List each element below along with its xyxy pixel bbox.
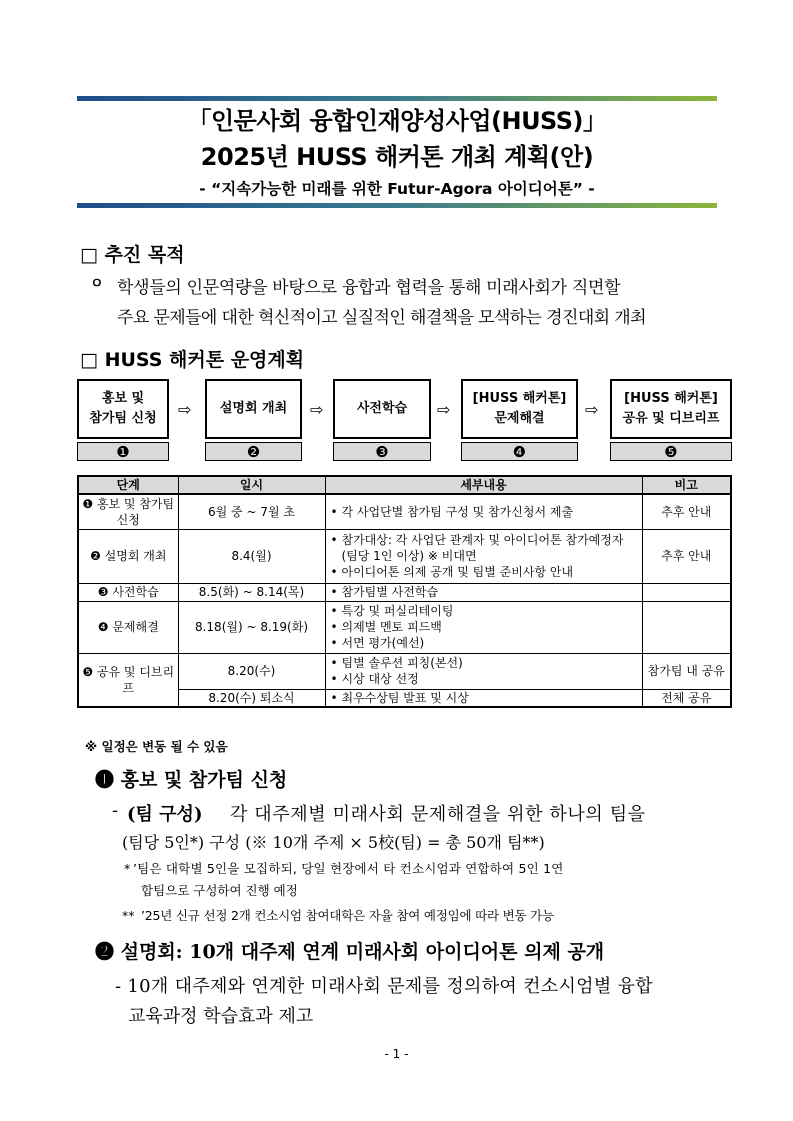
detail-item: • 특강 및 퍼실리테이팅 xyxy=(329,603,639,619)
part1-heading: ❶ 홍보 및 참가팀 신청 xyxy=(95,769,288,791)
detail-item: • 참가팀별 사전학습 xyxy=(329,584,639,600)
flow-arrow-icon: ⇨ xyxy=(178,400,192,419)
document-title-line2: 2025년 HUSS 해커톤 개최 계획(안) xyxy=(200,143,594,171)
purpose-line1: 학생들의 인문역량을 바탕으로 융합과 협력을 통해 미래사회가 직면할 xyxy=(117,278,621,298)
detail-item: • 시상 대상 선정 xyxy=(329,671,639,687)
stage-cell: ❹ 문제해결 xyxy=(78,601,178,653)
detail-item: • 각 사업단별 참가팀 구성 및 참가신청서 제출 xyxy=(329,504,639,520)
flow-arrow-icon: ⇨ xyxy=(437,400,451,419)
flow-box-sharing xyxy=(610,379,732,439)
footnote-2: ’25년 신규 선정 2개 컨소시엄 참여대학은 자율 참여 예정임에 따라 변동 가능 xyxy=(141,908,554,923)
table-header-row xyxy=(78,476,731,494)
flow-box-line: 사전학습 xyxy=(356,400,408,416)
detail-item: • 팀별 솔루션 피칭(본선) xyxy=(329,655,639,671)
flow-arrow-icon: ⇨ xyxy=(585,400,599,419)
flow-box-line: [HUSS 해커톤] xyxy=(472,390,567,406)
table-header: 단계 xyxy=(78,476,178,494)
flow-step-number: ❸ xyxy=(333,442,431,461)
flow-step-number: ❺ xyxy=(610,442,732,461)
flow-step-number: ❹ xyxy=(461,442,578,461)
date-cell: 8.4(월) xyxy=(178,529,325,583)
flow-box-line: 홍보 및 xyxy=(101,390,145,406)
flow-box-line: 문제해결 xyxy=(494,411,545,426)
document-subtitle: - “지속가능한 미래를 위한 Futur-Agora 아이디어톤” - xyxy=(199,180,595,198)
purpose-line2: 주요 문제들에 대한 혁신적이고 실질적인 해결책을 모색하는 경진대회 개최 xyxy=(117,308,646,328)
table-row xyxy=(78,653,731,689)
section-heading-plan: □ HUSS 해커톤 운영계획 xyxy=(80,349,305,371)
team-composition-label: (팀 구성) xyxy=(127,804,203,825)
schedule-table xyxy=(77,475,732,708)
footnote-marker: * xyxy=(124,861,131,876)
flow-box-line: 참가팀 신청 xyxy=(89,411,157,426)
detail-item: • 서면 평가(예선) xyxy=(329,635,639,651)
table-header: 일시 xyxy=(178,476,325,494)
flow-box-line: [HUSS 해커톤] xyxy=(624,390,718,406)
flow-box-prelearning xyxy=(333,379,431,439)
detail-item: • 참가대상: 각 사업단 관계자 및 아이디어톤 참가예정자(팀당 1인 이상) ※ 비대면 xyxy=(329,532,639,564)
flow-step-number: ❷ xyxy=(205,442,302,461)
details-cell xyxy=(325,529,642,583)
schedule-change-note: ※ 일정은 변동 될 수 있음 xyxy=(85,739,228,754)
date-cell: 8.20(수) xyxy=(178,653,325,689)
flow-box-problem-solving xyxy=(461,379,578,439)
title-bottom-rule xyxy=(77,203,717,208)
flow-step-number: ❶ xyxy=(77,442,169,461)
section-heading-purpose: □ 추진 목적 xyxy=(80,244,185,266)
table-header: 비고 xyxy=(642,476,731,494)
stage-cell: ❸ 사전학습 xyxy=(78,583,178,601)
details-cell xyxy=(325,583,642,601)
team-composition-line1: 각 대주제별 미래사회 문제해결을 위한 하나의 팀을 xyxy=(230,804,646,825)
detail-item: • 의제별 멘토 피드백 xyxy=(329,619,639,635)
date-cell: 6월 중 ~ 7월 초 xyxy=(178,494,325,529)
table-row xyxy=(78,601,731,653)
note-cell: 참가팀 내 공유 xyxy=(642,653,731,689)
flow-box-line: 공유 및 디브리프 xyxy=(622,411,720,426)
document-title-line1: 「인문사회 융합인재양성사업(HUSS)」 xyxy=(187,107,607,135)
table-row xyxy=(78,583,731,601)
detail-item: • 아이디어톤 의제 공개 및 팀별 준비사항 안내 xyxy=(329,564,639,580)
details-cell xyxy=(325,689,642,707)
team-composition-line2: (팀당 5인*) 구성 (※ 10개 주제 × 5校(팀) = 총 50개 팀**) xyxy=(122,833,545,852)
part2-heading: ❷ 설명회: 10개 대주제 연계 미래사회 아이디어톤 의제 공개 xyxy=(95,941,605,963)
date-cell: 8.20(수) 퇴소식 xyxy=(178,689,325,707)
bullet-marker: ㅇ xyxy=(90,276,104,292)
detail-item: • 최우수상팀 발표 및 시상 xyxy=(329,690,639,706)
stage-cell: ❶ 홍보 및 참가팀 신청 xyxy=(78,494,178,529)
note-cell: 추후 안내 xyxy=(642,494,731,529)
note-cell: 추후 안내 xyxy=(642,529,731,583)
dash-marker: - xyxy=(112,800,119,821)
details-cell xyxy=(325,494,642,529)
flow-box-line: 설명회 개최 xyxy=(219,400,288,416)
details-cell xyxy=(325,653,642,689)
note-cell xyxy=(642,583,731,601)
table-header: 세부내용 xyxy=(325,476,642,494)
flow-box-promotion xyxy=(77,379,169,439)
flow-arrow-icon: ⇨ xyxy=(310,400,324,419)
part2-line1: - 10개 대주제와 연계한 미래사회 문제를 정의하여 컨소시엄별 융합 xyxy=(115,976,653,997)
table-row xyxy=(78,529,731,583)
footnote-1-line1: ’팀은 대학별 5인을 모집하되, 당일 현장에서 타 컨소시엄과 연합하여 5인 1연 xyxy=(133,861,564,876)
part2-line2: 교육과정 학습효과 제고 xyxy=(128,1006,314,1027)
stage-cell: ❷ 설명회 개최 xyxy=(78,529,178,583)
footnote-1-line2: 합팀으로 구성하여 진행 예정 xyxy=(141,883,298,898)
details-cell xyxy=(325,601,642,653)
flow-box-briefing xyxy=(205,379,302,439)
page-number: - 1 - xyxy=(384,1047,409,1061)
date-cell: 8.5(화) ~ 8.14(목) xyxy=(178,583,325,601)
table-row xyxy=(78,494,731,529)
note-cell xyxy=(642,601,731,653)
note-cell: 전체 공유 xyxy=(642,689,731,707)
date-cell: 8.18(월) ~ 8.19(화) xyxy=(178,601,325,653)
stage-cell: ❺ 공유 및 디브리프 xyxy=(78,653,178,707)
footnote-marker: ** xyxy=(122,908,135,923)
